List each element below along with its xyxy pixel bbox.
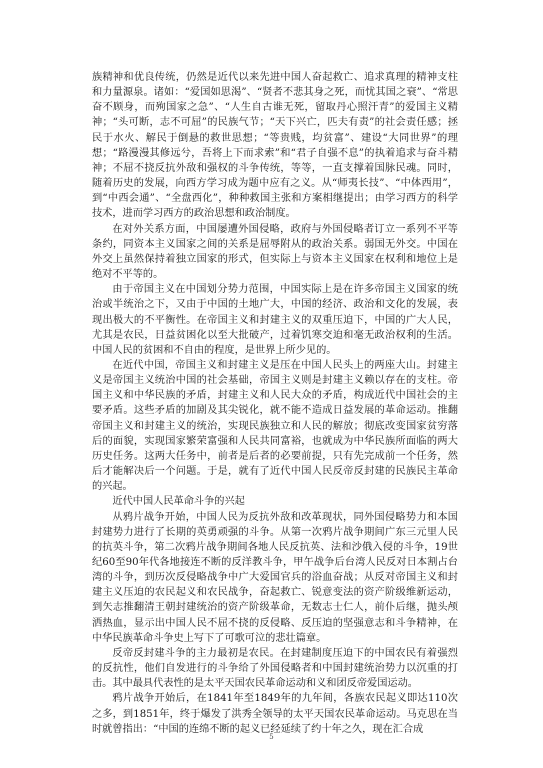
document-page	[92, 70, 458, 737]
paragraph-4: 在近代中国，帝国主义和封建主义是压在中国人民头上的两座大山。封建主义是帝国主义统治中国的社会基础，帝国主义则是封建主义赖以存在的支柱。帝国主义和中华民族的矛盾，封建主义和人民大众的矛盾，构成近代中国社会的主要矛盾。这些矛盾的加剧及其尖锐化，就不能不造成日益发展的革命运动。推翻帝国主义和封建主义的统治，实现民族独立和人民的解放；彻底改变国家贫穷落后的面貌，实现国家繁荣富强和人民共同富裕，也就成为中华民族所面临的两大历史任务。这两大任务中，前者是后者的必要前提，只有先完成前一个任务，然后才能解决后一个问题。于是，就有了近代中国人民反帝反封建的民族民主革命的兴起。	[92, 359, 458, 493]
paragraph-7: 鸦片战争开始后，在1841年至1849年的九年间，各族农民起义即达110次之多，到1851年，终于爆发了洪秀全领导的太平天国农民革命运动。马克思在当时就曾指出：“中国的连绵不断的起义已经延续了约十年之久，现在汇合成	[92, 693, 458, 735]
paragraph-3: 由于帝国主义在中国划分势力范围，中国实际上是在许多帝国主义国家的统治或半统治之下，又由于中国的土地广大，中国的经济、政治和文化的发展，表现出极大的不平衡性。在帝国主义和封建主义的双重压迫下，中国的广大人民，尤其是农民，日益贫困化以至大批破产，过着饥寒交迫和毫无政治权利的生活。中国人民的贫困和不自由的程度，是世界上所少见的。	[92, 284, 458, 356]
paragraph-1: 族精神和优良传统，仍然是近代以来先进中国人奋起救亡、追求真理的精神支柱和力量源泉。诸如：“爱国如思渴”、“贤者不悲其身之死，而忧其国之衰”、“常思奋不顾身，而殉国家之急”、“人生自古谁无死，留取丹心照汗青”的爱国主义精神；“头可断，志不可屈”的民族气节；“天下兴亡，匹夫有责”的社会责任感；拯民于水火、解民于倒悬的救世思想；“等贵贱，均贫富”、建设“大同世界”的理想；“路漫漫其修远兮，吾将上下而求索”和“君子自强不息”的执着追求与奋斗精神；不屈不挠反抗外敌和强权的斗争传统，等等，一直支撑着国脉民魂。同时，随着历史的发展，向西方学习成为题中应有之义。从“师夷长技”、“中体西用”，到“中西会通”、“全盘西化”，种种救国主张和方案相继提出；由学习西方的科学技术，进而学习西方的政治思想和政治制度。	[92, 72, 458, 220]
paragraph-6: 反帝反封建斗争的主力最初是农民。在封建制度压迫下的中国农民有着强烈的反抗性，他们自发进行的斗争给了外国侵略者和中国封建统治势力以沉重的打击。其中最具代表性的是太平天国农民革命运动和义和团反帝爱国运动。	[92, 647, 458, 690]
page-number: 5	[269, 733, 274, 741]
paragraph-5: 从鸦片战争开始，中国人民为反抗外敌和改革现状，同外国侵略势力和本国封建势力进行了长期的英勇顽强的斗争。从第一次鸦片战争期间广东三元里人民的抗英斗争，第二次鸦片战争期间各地人民反抗英、法和沙俄入侵的斗争，19世纪60至90年代各地接连不断的反洋教斗争，甲午战争后台湾人民反对日本割占台湾的斗争，到历次反侵略战争中广大爱国官兵的浴血奋战；从反对帝国主义和封建主义压迫的农民起义和农民战争，奋起救亡、锐意变法的资产阶级维新运动，到矢志推翻清王朝封建统治的资产阶级革命，无数志士仁人，前仆后继，抛头颅洒热血，显示出中国人民不屈不挠的反侵略、反压迫的坚强意志和斗争精神，在中华民族革命斗争史上写下了可歌可泣的悲壮篇章。	[92, 511, 458, 644]
paragraph-2: 在对外关系方面，中国屡遭外国侵略，政府与外国侵略者订立一系列不平等条约，同资本主义国家之间的关系是屈辱附从的政治关系。弱国无外交。中国在外交上虽然保持着独立国家的形式，但实际上与资本主义国家在权利和地位上是绝对不平等的。	[92, 223, 458, 281]
section-heading: 近代中国人民革命斗争的兴起	[112, 496, 245, 508]
